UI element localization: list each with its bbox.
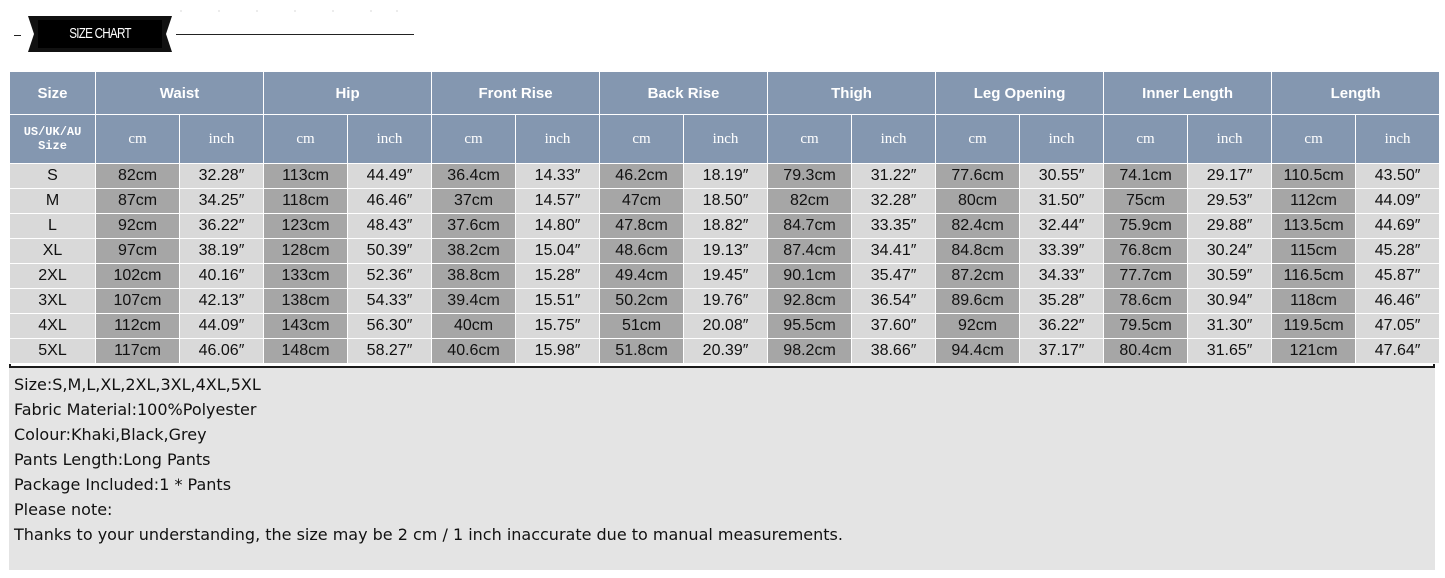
cm-value-cell: 128cm bbox=[264, 239, 348, 264]
inch-value-cell: 56.30″ bbox=[348, 314, 432, 339]
header-inner-length: Inner Length bbox=[1104, 72, 1272, 115]
cm-value-cell: 74.1cm bbox=[1104, 164, 1188, 189]
note-line: Please note: bbox=[14, 500, 113, 519]
unit-inch: inch bbox=[516, 115, 600, 164]
table-row bbox=[10, 214, 1440, 239]
cm-value-cell: 39.4cm bbox=[432, 289, 516, 314]
inch-value-cell: 44.69″ bbox=[1356, 214, 1440, 239]
cm-value-cell: 92cm bbox=[936, 314, 1020, 339]
size-cell: 3XL bbox=[10, 289, 96, 314]
unit-inch: inch bbox=[684, 115, 768, 164]
inch-value-cell: 34.25″ bbox=[180, 189, 264, 214]
unit-cm: cm bbox=[1272, 115, 1356, 164]
cm-value-cell: 118cm bbox=[1272, 289, 1356, 314]
cm-value-cell: 133cm bbox=[264, 264, 348, 289]
inch-value-cell: 52.36″ bbox=[348, 264, 432, 289]
inch-value-cell: 30.94″ bbox=[1188, 289, 1272, 314]
header-front-rise: Front Rise bbox=[432, 72, 600, 115]
cm-value-cell: 115cm bbox=[1272, 239, 1356, 264]
cm-value-cell: 92.8cm bbox=[768, 289, 852, 314]
cm-value-cell: 75cm bbox=[1104, 189, 1188, 214]
inch-value-cell: 14.33″ bbox=[516, 164, 600, 189]
cm-value-cell: 76.8cm bbox=[1104, 239, 1188, 264]
inch-value-cell: 36.22″ bbox=[180, 214, 264, 239]
cm-value-cell: 37cm bbox=[432, 189, 516, 214]
inch-value-cell: 29.53″ bbox=[1188, 189, 1272, 214]
cm-value-cell: 47cm bbox=[600, 189, 684, 214]
cm-value-cell: 90.1cm bbox=[768, 264, 852, 289]
cm-value-cell: 77.7cm bbox=[1104, 264, 1188, 289]
cm-value-cell: 113cm bbox=[264, 164, 348, 189]
size-header: Size bbox=[10, 72, 96, 115]
unit-cm: cm bbox=[768, 115, 852, 164]
inch-value-cell: 38.66″ bbox=[852, 339, 936, 364]
cm-value-cell: 138cm bbox=[264, 289, 348, 314]
inch-value-cell: 32.28″ bbox=[180, 164, 264, 189]
inch-value-cell: 33.39″ bbox=[1020, 239, 1104, 264]
inch-value-cell: 34.33″ bbox=[1020, 264, 1104, 289]
size-cell: 4XL bbox=[10, 314, 96, 339]
unit-header-row bbox=[10, 115, 1440, 164]
region-size-header bbox=[10, 115, 96, 164]
inch-value-cell: 20.39″ bbox=[684, 339, 768, 364]
inch-value-cell: 47.05″ bbox=[1356, 314, 1440, 339]
inch-value-cell: 15.04″ bbox=[516, 239, 600, 264]
cm-value-cell: 118cm bbox=[264, 189, 348, 214]
inch-value-cell: 30.24″ bbox=[1188, 239, 1272, 264]
inch-value-cell: 15.28″ bbox=[516, 264, 600, 289]
inch-value-cell: 34.41″ bbox=[852, 239, 936, 264]
inch-value-cell: 38.19″ bbox=[180, 239, 264, 264]
inch-value-cell: 40.16″ bbox=[180, 264, 264, 289]
inch-value-cell: 36.22″ bbox=[1020, 314, 1104, 339]
cm-value-cell: 89.6cm bbox=[936, 289, 1020, 314]
size-rows bbox=[10, 164, 1440, 364]
unit-inch: inch bbox=[1188, 115, 1272, 164]
cm-value-cell: 50.2cm bbox=[600, 289, 684, 314]
note-line: Thanks to your understanding, the size may be 2 cm / 1 inch inaccurate due to manual measurements. bbox=[14, 525, 843, 544]
cm-value-cell: 36.4cm bbox=[432, 164, 516, 189]
inch-value-cell: 32.28″ bbox=[852, 189, 936, 214]
cm-value-cell: 87cm bbox=[96, 189, 180, 214]
cm-value-cell: 82cm bbox=[768, 189, 852, 214]
inch-value-cell: 29.88″ bbox=[1188, 214, 1272, 239]
table-row bbox=[10, 339, 1440, 364]
banner-title: SIZE CHART bbox=[69, 25, 131, 42]
inch-value-cell: 50.39″ bbox=[348, 239, 432, 264]
inch-value-cell: 54.33″ bbox=[348, 289, 432, 314]
inch-value-cell: 42.13″ bbox=[180, 289, 264, 314]
size-table bbox=[9, 71, 1440, 364]
unit-cm: cm bbox=[1104, 115, 1188, 164]
inch-value-cell: 29.17″ bbox=[1188, 164, 1272, 189]
header-waist: Waist bbox=[96, 72, 264, 115]
cm-value-cell: 84.7cm bbox=[768, 214, 852, 239]
size-cell: S bbox=[10, 164, 96, 189]
cm-value-cell: 116.5cm bbox=[1272, 264, 1356, 289]
cm-value-cell: 110.5cm bbox=[1272, 164, 1356, 189]
inch-value-cell: 18.50″ bbox=[684, 189, 768, 214]
inch-value-cell: 44.09″ bbox=[1356, 189, 1440, 214]
header-thigh: Thigh bbox=[768, 72, 936, 115]
inch-value-cell: 20.08″ bbox=[684, 314, 768, 339]
cm-value-cell: 117cm bbox=[96, 339, 180, 364]
cm-value-cell: 51cm bbox=[600, 314, 684, 339]
size-chart-banner bbox=[28, 14, 172, 54]
cm-value-cell: 112cm bbox=[1272, 189, 1356, 214]
cm-value-cell: 47.8cm bbox=[600, 214, 684, 239]
cm-value-cell: 82.4cm bbox=[936, 214, 1020, 239]
inch-value-cell: 31.22″ bbox=[852, 164, 936, 189]
inch-value-cell: 19.13″ bbox=[684, 239, 768, 264]
unit-inch: inch bbox=[852, 115, 936, 164]
inch-value-cell: 31.30″ bbox=[1188, 314, 1272, 339]
inch-value-cell: 15.51″ bbox=[516, 289, 600, 314]
table-row bbox=[10, 289, 1440, 314]
cm-value-cell: 143cm bbox=[264, 314, 348, 339]
size-cell: 2XL bbox=[10, 264, 96, 289]
note-line: Package Included:1 * Pants bbox=[14, 475, 232, 494]
inch-value-cell: 31.65″ bbox=[1188, 339, 1272, 364]
inch-value-cell: 44.49″ bbox=[348, 164, 432, 189]
note-line: Colour:Khaki,Black,Grey bbox=[14, 425, 207, 444]
inch-value-cell: 33.35″ bbox=[852, 214, 936, 239]
inch-value-cell: 47.64″ bbox=[1356, 339, 1440, 364]
cm-value-cell: 119.5cm bbox=[1272, 314, 1356, 339]
inch-value-cell: 36.54″ bbox=[852, 289, 936, 314]
unit-cm: cm bbox=[96, 115, 180, 164]
inch-value-cell: 37.60″ bbox=[852, 314, 936, 339]
cm-value-cell: 48.6cm bbox=[600, 239, 684, 264]
inch-value-cell: 35.28″ bbox=[1020, 289, 1104, 314]
cm-value-cell: 38.8cm bbox=[432, 264, 516, 289]
inch-value-cell: 58.27″ bbox=[348, 339, 432, 364]
table-row bbox=[10, 239, 1440, 264]
header-back-rise: Back Rise bbox=[600, 72, 768, 115]
table-row bbox=[10, 164, 1440, 189]
size-chart-frame bbox=[9, 71, 1435, 568]
cm-value-cell: 77.6cm bbox=[936, 164, 1020, 189]
cm-value-cell: 148cm bbox=[264, 339, 348, 364]
header-leg-opening: Leg Opening bbox=[936, 72, 1104, 115]
cm-value-cell: 112cm bbox=[96, 314, 180, 339]
inch-value-cell: 19.45″ bbox=[684, 264, 768, 289]
inch-value-cell: 35.47″ bbox=[852, 264, 936, 289]
unit-inch: inch bbox=[1356, 115, 1440, 164]
size-cell: M bbox=[10, 189, 96, 214]
cm-value-cell: 38.2cm bbox=[432, 239, 516, 264]
cm-value-cell: 40cm bbox=[432, 314, 516, 339]
region-size-label-line2: Size bbox=[38, 139, 67, 153]
note-line: Fabric Material:100%Polyester bbox=[14, 400, 257, 419]
unit-cm: cm bbox=[432, 115, 516, 164]
inch-value-cell: 14.57″ bbox=[516, 189, 600, 214]
cm-value-cell: 94.4cm bbox=[936, 339, 1020, 364]
table-row bbox=[10, 264, 1440, 289]
unit-cm: cm bbox=[264, 115, 348, 164]
inch-value-cell: 32.44″ bbox=[1020, 214, 1104, 239]
header-dash bbox=[14, 35, 21, 36]
unit-cm: cm bbox=[600, 115, 684, 164]
inch-value-cell: 30.59″ bbox=[1188, 264, 1272, 289]
table-row bbox=[10, 314, 1440, 339]
cm-value-cell: 113.5cm bbox=[1272, 214, 1356, 239]
unit-inch: inch bbox=[348, 115, 432, 164]
cm-value-cell: 123cm bbox=[264, 214, 348, 239]
cm-value-cell: 87.2cm bbox=[936, 264, 1020, 289]
note-line: Size:S,M,L,XL,2XL,3XL,4XL,5XL bbox=[14, 375, 261, 394]
inch-value-cell: 46.46″ bbox=[1356, 289, 1440, 314]
inch-value-cell: 48.43″ bbox=[348, 214, 432, 239]
size-cell: L bbox=[10, 214, 96, 239]
cm-value-cell: 95.5cm bbox=[768, 314, 852, 339]
inch-value-cell: 15.75″ bbox=[516, 314, 600, 339]
cm-value-cell: 80.4cm bbox=[1104, 339, 1188, 364]
inch-value-cell: 45.87″ bbox=[1356, 264, 1440, 289]
unit-inch: inch bbox=[180, 115, 264, 164]
inch-value-cell: 46.46″ bbox=[348, 189, 432, 214]
cm-value-cell: 79.3cm bbox=[768, 164, 852, 189]
inch-value-cell: 18.82″ bbox=[684, 214, 768, 239]
cm-value-cell: 78.6cm bbox=[1104, 289, 1188, 314]
cm-value-cell: 84.8cm bbox=[936, 239, 1020, 264]
cm-value-cell: 80cm bbox=[936, 189, 1020, 214]
cm-value-cell: 97cm bbox=[96, 239, 180, 264]
note-line: Pants Length:Long Pants bbox=[14, 450, 211, 469]
cm-value-cell: 75.9cm bbox=[1104, 214, 1188, 239]
cm-value-cell: 92cm bbox=[96, 214, 180, 239]
inch-value-cell: 31.50″ bbox=[1020, 189, 1104, 214]
cm-value-cell: 82cm bbox=[96, 164, 180, 189]
inch-value-cell: 19.76″ bbox=[684, 289, 768, 314]
size-cell: 5XL bbox=[10, 339, 96, 364]
inch-value-cell: 43.50″ bbox=[1356, 164, 1440, 189]
header-rule bbox=[176, 34, 414, 35]
header-hip: Hip bbox=[264, 72, 432, 115]
inch-value-cell: 18.19″ bbox=[684, 164, 768, 189]
header-dots-decoration bbox=[180, 10, 410, 14]
product-notes bbox=[9, 366, 1435, 570]
cm-value-cell: 51.8cm bbox=[600, 339, 684, 364]
unit-cm: cm bbox=[936, 115, 1020, 164]
cm-value-cell: 102cm bbox=[96, 264, 180, 289]
measurement-header-row bbox=[10, 72, 1440, 115]
inch-value-cell: 14.80″ bbox=[516, 214, 600, 239]
region-size-label-line1: US/UK/AU bbox=[23, 125, 82, 139]
cm-value-cell: 121cm bbox=[1272, 339, 1356, 364]
inch-value-cell: 15.98″ bbox=[516, 339, 600, 364]
cm-value-cell: 87.4cm bbox=[768, 239, 852, 264]
cm-value-cell: 37.6cm bbox=[432, 214, 516, 239]
cm-value-cell: 107cm bbox=[96, 289, 180, 314]
inch-value-cell: 45.28″ bbox=[1356, 239, 1440, 264]
cm-value-cell: 46.2cm bbox=[600, 164, 684, 189]
unit-inch: inch bbox=[1020, 115, 1104, 164]
inch-value-cell: 30.55″ bbox=[1020, 164, 1104, 189]
cm-value-cell: 40.6cm bbox=[432, 339, 516, 364]
table-row bbox=[10, 189, 1440, 214]
inch-value-cell: 46.06″ bbox=[180, 339, 264, 364]
cm-value-cell: 49.4cm bbox=[600, 264, 684, 289]
size-cell: XL bbox=[10, 239, 96, 264]
header-length: Length bbox=[1272, 72, 1440, 115]
cm-value-cell: 98.2cm bbox=[768, 339, 852, 364]
cm-value-cell: 79.5cm bbox=[1104, 314, 1188, 339]
inch-value-cell: 37.17″ bbox=[1020, 339, 1104, 364]
inch-value-cell: 44.09″ bbox=[180, 314, 264, 339]
